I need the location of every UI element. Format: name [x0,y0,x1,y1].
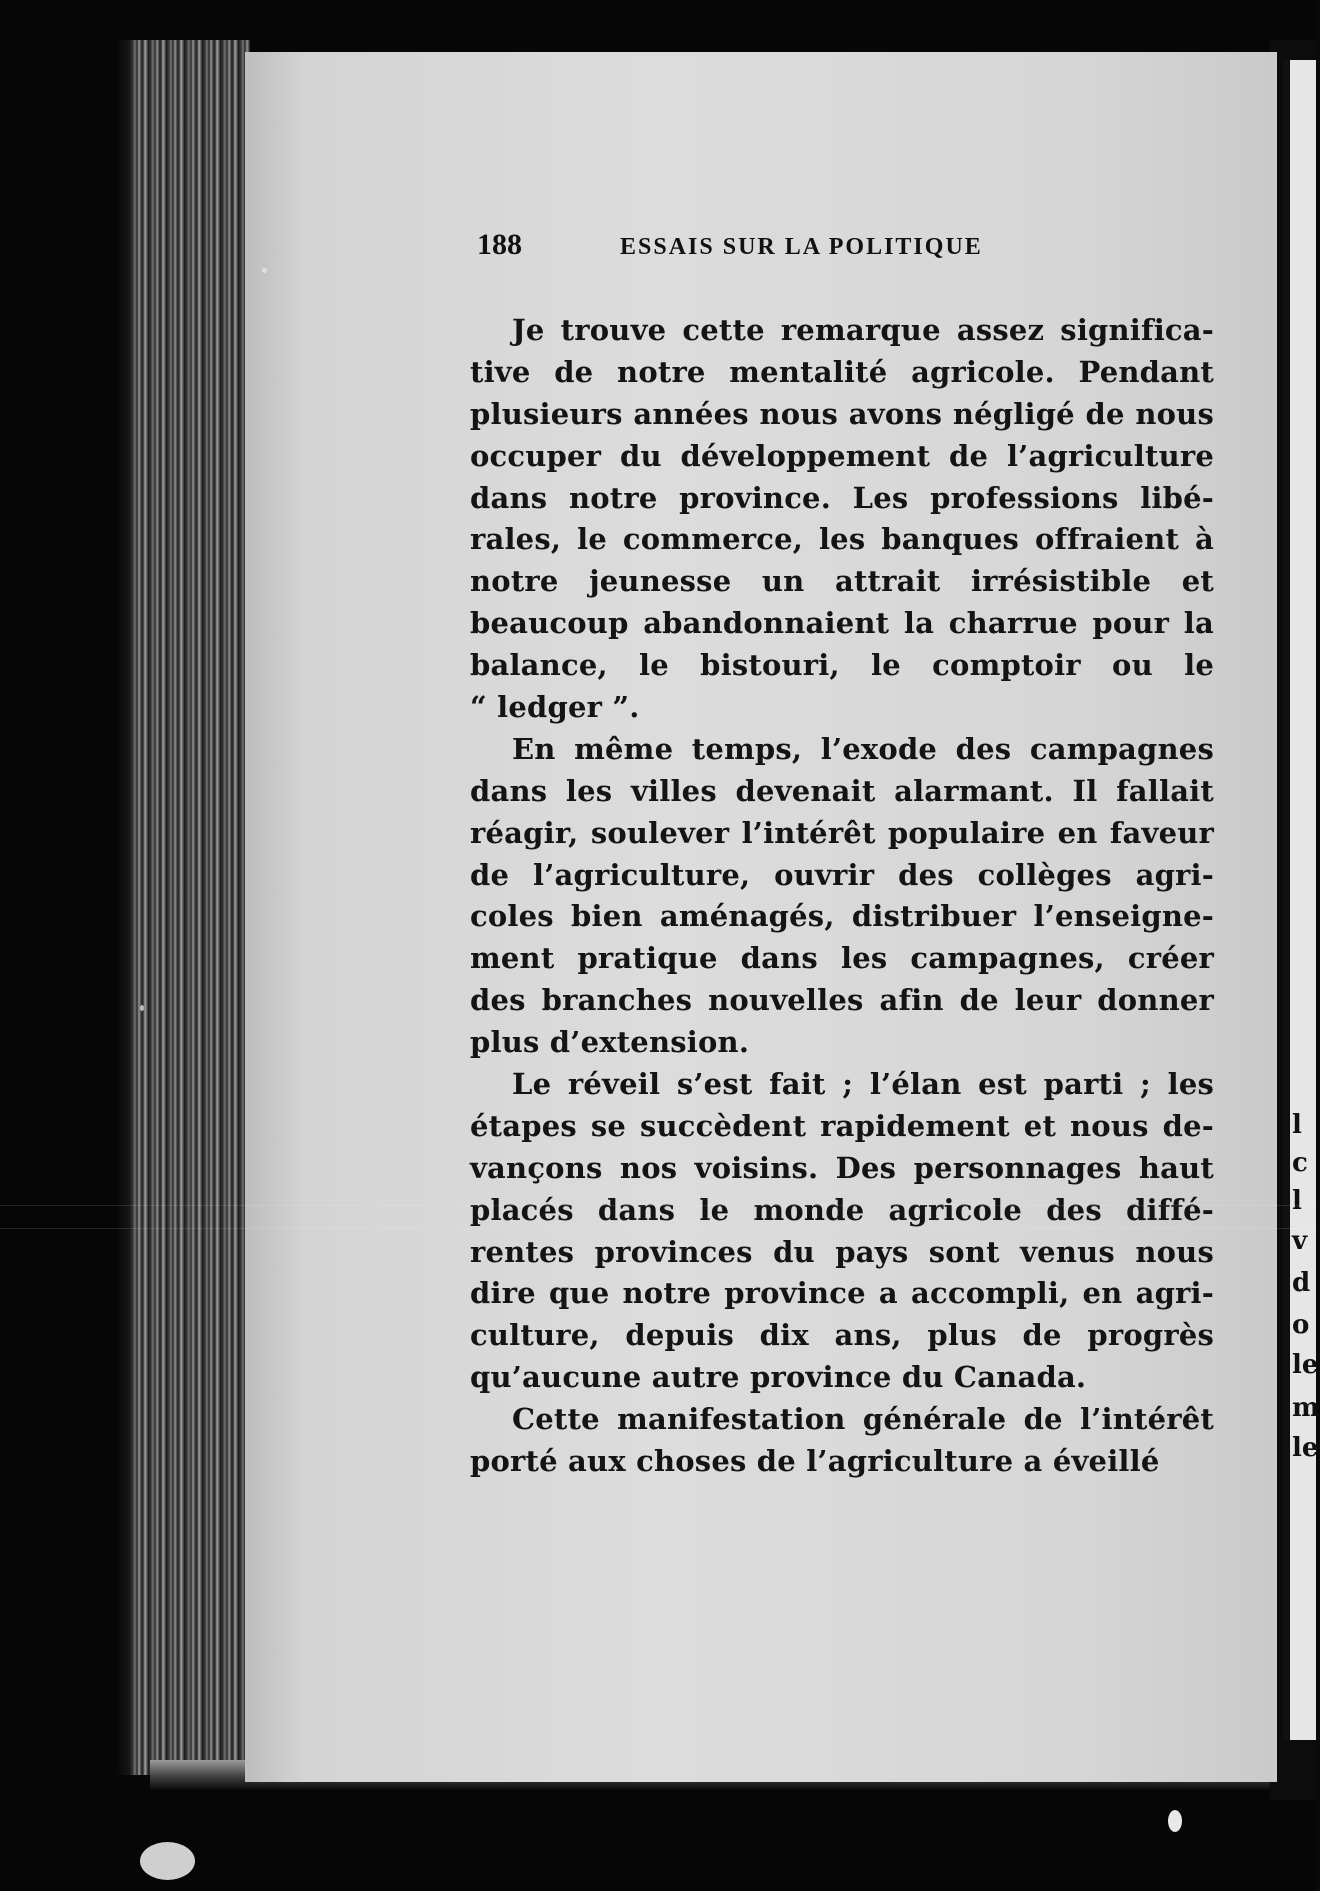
text-line: culture, depuis dix ans, plus de progrès [470,1318,1214,1353]
text-line: plus d’extension. [470,1025,750,1060]
text-line: notre jeunesse un attrait irrésistible et [470,564,1214,599]
text-line: balance, le bistouri, le comptoir ou le [470,648,1214,683]
text-line: occuper du développement de l’agriculture [470,438,1214,473]
text-line: porté aux choses de l’agriculture a éveillé [470,1444,1160,1479]
next-page-text-fragment: m [1292,1393,1320,1423]
text-line: rentes provinces du pays sont venus nous [470,1234,1214,1269]
text-line: rales, le commerce, les banques offraient à [470,522,1214,557]
text-line: Je trouve cette remarque assez significa- [512,313,1214,347]
running-title: ESSAIS SUR LA POLITIQUE [620,234,983,260]
body-text [470,310,1214,1483]
text-line: dans les villes devenait alarmant. Il fallait [470,773,1214,808]
text-line: ment pratique dans les campagnes, créer [470,941,1214,976]
text-line: des branches nouvelles afin de leur donner [470,983,1214,1018]
next-page-text-fragment: l [1292,1186,1302,1216]
text-line: qu’aucune autre province du Canada. [470,1360,1087,1395]
next-page-text-fragment: c [1292,1148,1308,1178]
next-page-text-fragment: d [1292,1268,1311,1298]
running-header [477,228,1077,268]
text-line: Le réveil s’est fait ; l’élan est parti ; les [512,1067,1214,1102]
next-page-strip [1290,60,1319,1740]
text-line: étapes se succèdent rapidement et nous de- [470,1108,1214,1143]
next-page-text-fragment: o [1292,1310,1310,1340]
text-line: placés dans le monde agricole des diffé- [470,1192,1214,1227]
next-page-text-fragment: le [1292,1350,1319,1380]
next-page-text-fragment: l [1292,1110,1302,1140]
next-page-text-fragment: le [1292,1433,1319,1463]
text-line: réagir, soulever l’intérêt populaire en faveur [470,815,1214,850]
dust-speck [140,1842,195,1880]
text-line: “ ledger ”. [470,690,640,725]
text-line: beaucoup abandonnaient la charrue pour la [470,606,1214,641]
text-line: de l’agriculture, ouvrir des collèges agri- [470,857,1214,892]
text-line: dans notre province. Les professions libé- [470,480,1214,515]
dust-speck [140,1005,144,1011]
text-line: En même temps, l’exode des campagnes [512,731,1214,766]
page-edge-stack [130,40,250,1775]
text-line: plusieurs années nous avons négligé de nous [470,396,1214,431]
scan-artifact-line [0,1205,1316,1206]
dust-speck [1168,1810,1182,1832]
next-page-text-fragment: v [1292,1226,1308,1256]
text-line: coles bien aménagés, distribuer l’enseigne- [470,899,1214,934]
text-line: Cette manifestation générale de l’intérêt [512,1402,1214,1437]
scan-artifact-line [0,1228,1316,1229]
text-line: tive de notre mentalité agricole. Pendant [470,354,1214,389]
next-page-edge [1283,60,1289,1740]
text-line: vançons nos voisins. Des personnages haut [470,1150,1214,1185]
text-line: dire que notre province a accompli, en agri- [470,1276,1214,1311]
page-number: 188 [477,228,522,261]
dust-speck [262,268,267,273]
